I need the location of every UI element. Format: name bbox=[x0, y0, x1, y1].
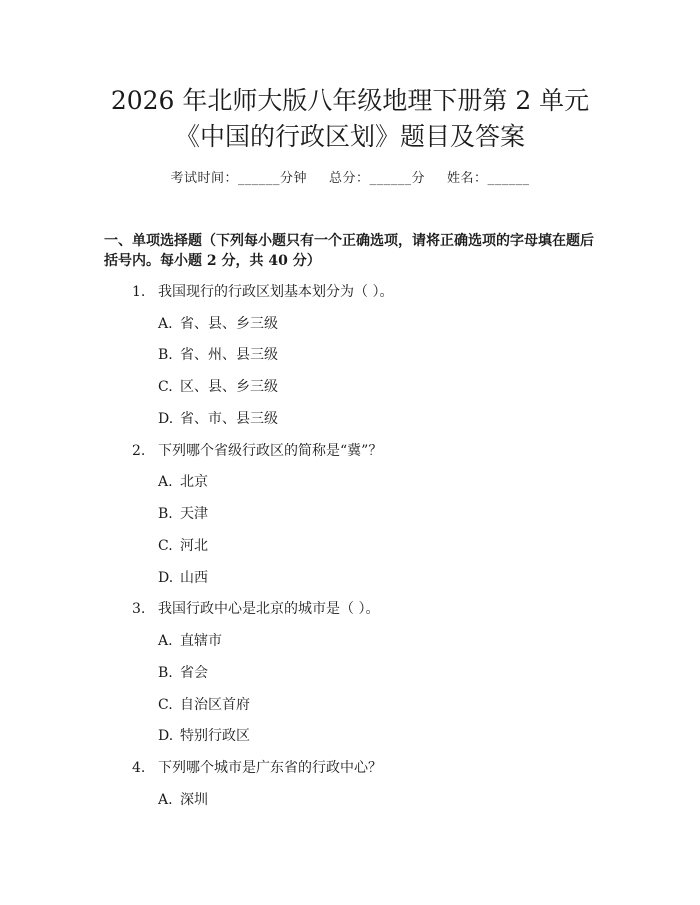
option-text: 省、市、县三级 bbox=[180, 411, 278, 427]
question-text: 下列哪个城市是广东省的行政中心？ bbox=[158, 760, 382, 776]
option-letter: A. bbox=[158, 316, 173, 332]
option-3b bbox=[158, 663, 208, 683]
option-1d bbox=[158, 409, 278, 429]
option-2c bbox=[158, 536, 208, 556]
option-text: 区、县、乡三级 bbox=[180, 379, 278, 395]
option-letter: C. bbox=[158, 538, 173, 554]
option-text: 省会 bbox=[180, 665, 208, 681]
option-text: 河北 bbox=[180, 538, 208, 554]
option-text: 天津 bbox=[180, 506, 208, 522]
option-letter: B. bbox=[158, 506, 173, 522]
option-letter: B. bbox=[158, 665, 173, 681]
question-number: 2. bbox=[132, 443, 146, 459]
exam-time-field: 考试时间：______分钟 bbox=[170, 171, 307, 186]
question-2 bbox=[132, 441, 382, 461]
exam-title-line-2: 《中国的行政区划》题目及答案 bbox=[174, 122, 525, 151]
question-1 bbox=[132, 282, 393, 302]
option-2a bbox=[158, 472, 208, 492]
question-text: 我国现行的行政区划基本划分为（ ）。 bbox=[158, 284, 394, 300]
question-number: 3. bbox=[132, 601, 146, 617]
option-text: 直辖市 bbox=[180, 633, 222, 649]
option-text: 山西 bbox=[180, 570, 208, 586]
question-text: 下列哪个省级行政区的简称是“冀”？ bbox=[158, 443, 383, 459]
option-2b bbox=[158, 504, 208, 524]
question-number: 1. bbox=[132, 284, 146, 300]
option-3a bbox=[158, 631, 222, 651]
option-3c bbox=[158, 695, 250, 715]
option-letter: A. bbox=[158, 474, 173, 490]
option-letter: A. bbox=[158, 792, 173, 808]
option-text: 特别行政区 bbox=[180, 728, 250, 744]
option-3d bbox=[158, 726, 250, 746]
question-4 bbox=[132, 758, 382, 778]
option-4a bbox=[158, 790, 208, 810]
section-heading-line-2: 括号内。每小题 2 分，共 40 分） bbox=[104, 253, 321, 269]
option-2d bbox=[158, 568, 208, 588]
question-3 bbox=[132, 599, 379, 619]
total-score-field: 总分：______分 bbox=[328, 171, 425, 186]
option-text: 北京 bbox=[180, 474, 208, 490]
exam-title-line-1: 2026 年北师大版八年级地理下册第 2 单元 bbox=[110, 86, 590, 115]
option-1b bbox=[158, 345, 278, 365]
option-letter: C. bbox=[158, 697, 173, 713]
option-1a bbox=[158, 314, 278, 334]
option-text: 自治区首府 bbox=[180, 697, 250, 713]
option-letter: D. bbox=[158, 728, 174, 744]
option-text: 深圳 bbox=[180, 792, 208, 808]
option-letter: D. bbox=[158, 570, 174, 586]
option-1c bbox=[158, 377, 278, 397]
option-letter: A. bbox=[158, 633, 173, 649]
question-number: 4. bbox=[132, 760, 146, 776]
option-letter: D. bbox=[158, 411, 174, 427]
option-text: 省、州、县三级 bbox=[180, 347, 278, 363]
exam-info-row bbox=[0, 167, 700, 186]
option-letter: C. bbox=[158, 379, 173, 395]
option-text: 省、县、乡三级 bbox=[180, 316, 278, 332]
option-letter: B. bbox=[158, 347, 173, 363]
section-heading-line-1: 一、单项选择题（下列每小题只有一个正确选项，请将正确选项的字母填在题后 bbox=[104, 233, 594, 249]
student-name-field: 姓名：______ bbox=[447, 171, 530, 186]
question-text: 我国行政中心是北京的城市是（ ）。 bbox=[158, 601, 380, 617]
